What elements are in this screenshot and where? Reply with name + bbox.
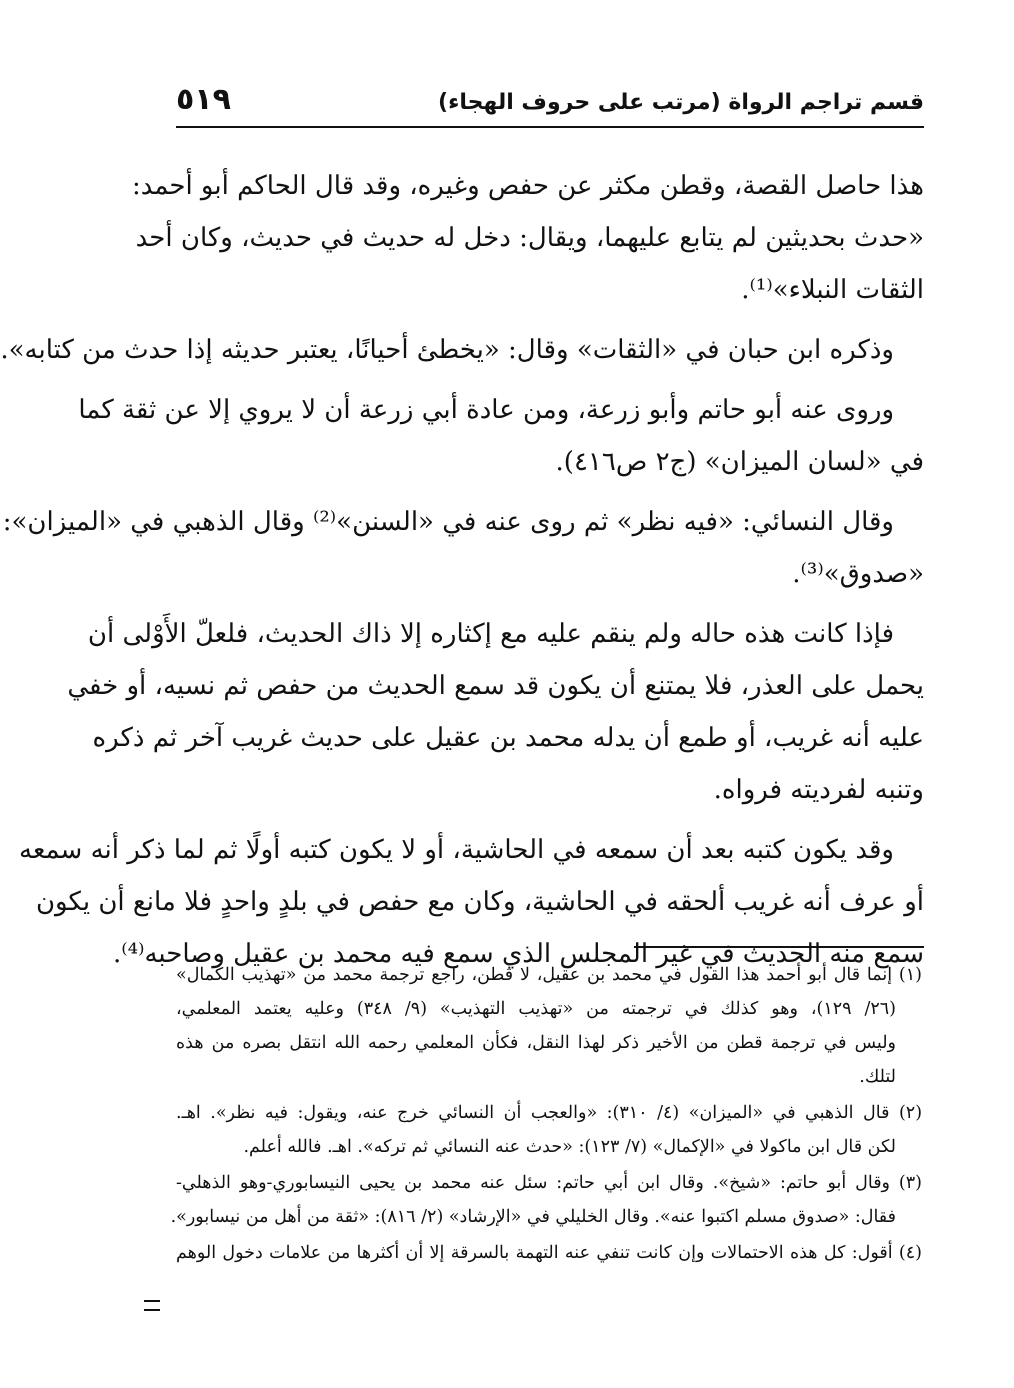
text-line: في «لسان الميزان» (ج٢ ص٤١٦). <box>555 447 924 477</box>
paragraph <box>0 324 924 376</box>
footnote-line: لكن قال ابن ماكولا في «الإكمال» (٧/ ١٢٣): «حدث عنه النسائي ثم تركه». اهـ. فالله أعلم. <box>243 1137 896 1157</box>
paragraph <box>131 160 924 316</box>
footnote <box>170 1166 922 1234</box>
text-line: وقال النسائي: «فيه نظر» ثم روى عنه في «السنن»⁽²⁾ وقال الذهبي في «الميزان»: <box>2 507 894 537</box>
text-line: وتنبه لفرديته فرواه. <box>713 775 924 805</box>
main-text <box>0 160 924 988</box>
text-line: يحمل على العذر، فلا يمتنع أن يكون قد سمع الحديث من حفص ثم نسيه، أو خفي <box>67 671 924 701</box>
text-line: وقد يكون كتبه بعد أن سمعه في الحاشية، أو لا يكون كتبه أولًا ثم لما ذكر أنه سمعه <box>19 835 894 865</box>
footnote-line: (٢٦/ ١٢٩)، وهو كذلك في ترجمته من «تهذيب التهذيب» (٩/ ٣٤٨) وعليه يعتمد المعلمي، <box>176 999 896 1019</box>
page-header <box>176 80 924 128</box>
footnote-line: (٤) أقول: كل هذه الاحتمالات وإن كانت تنفي عنه التهمة بالسرقة إلا أن أكثرها من علامات دخول الوهم <box>176 1243 922 1263</box>
text-line: سمع منه الحديث في غير المجلس الذي سمع فيه محمد بن عقيل وصاحبه⁽⁴⁾. <box>112 939 924 969</box>
paragraph <box>67 608 924 816</box>
text-line: عليه أنه غريب، أو طمع أن يدله محمد بن عقيل على حديث غريب آخر ثم ذكره <box>92 723 924 753</box>
text-line: أو عرف أنه غريب ألحقه في الحاشية، وكان مع حفص في بلدٍ واحدٍ فلا مانع أن يكون <box>35 887 924 917</box>
running-head: قسم تراجم الرواة (مرتب على حروف الهجاء) <box>438 90 924 115</box>
footnote-line: (٣) وقال أبو حاتم: «شيخ». وقال ابن أبي حاتم: سئل عنه محمد بن يحيى النيسابوري-وهو الذهلي- <box>176 1173 922 1193</box>
paragraph <box>78 384 924 488</box>
footnote-line: (٢) قال الذهبي في «الميزان» (٤/ ٣١٠): «والعجب أن النسائي خرج عنه، ويقول: فيه نظر». اهـ. <box>176 1103 923 1123</box>
text-line: وذكره ابن حبان في «الثقات» وقال: «يخطئ أحيانًا، يعتبر حديثه إذا حدث من كتابه». <box>0 335 894 365</box>
text-line: الثقات النبلاء»⁽¹⁾. <box>741 275 924 305</box>
footnotes <box>170 958 923 1272</box>
text-line: «صدوق»⁽³⁾. <box>792 559 924 589</box>
text-line: وروى عنه أبو حاتم وأبو زرعة، ومن عادة أبي زرعة أن لا يروي إلا عن ثقة كما <box>78 395 894 425</box>
footnote <box>176 958 922 1094</box>
text-line: «حدث بحديثين لم يتابع عليهما، ويقال: دخل له حديث في حديث، وكان أحد <box>135 223 924 253</box>
footnote <box>176 1236 922 1270</box>
paragraph <box>19 824 924 980</box>
footnote-line: وليس في ترجمة قطن من الأخير ذكر لهذا النقل، فكأن المعلمي رحمه الله انتقل بصره من هذه <box>176 1033 896 1053</box>
footnote <box>176 1096 922 1164</box>
continuation-mark <box>144 1300 160 1311</box>
page-number: ٥١٩ <box>176 82 231 117</box>
footnote-line: لتلك. <box>859 1067 896 1087</box>
text-line: فإذا كانت هذه حاله ولم ينقم عليه مع إكثاره إلا ذاك الحديث، فلعلّ الأَوْلى أن <box>87 619 894 649</box>
footnote-line: فقال: «صدوق مسلم اكتبوا عنه». وقال الخليلي في «الإرشاد» (٢/ ٨١٦): «ثقة من أهل من نيسابور». <box>170 1207 896 1227</box>
text-line: هذا حاصل القصة، وقطن مكثر عن حفص وغيره، وقد قال الحاكم أبو أحمد: <box>131 171 924 201</box>
footnote-separator <box>634 946 924 948</box>
paragraph <box>2 496 924 600</box>
footnote-line: (١) إنما قال أبو أحمد هذا القول في محمد بن عقيل، لا قطن، راجع ترجمة محمد من «تهذيب الكمال» <box>176 965 922 985</box>
